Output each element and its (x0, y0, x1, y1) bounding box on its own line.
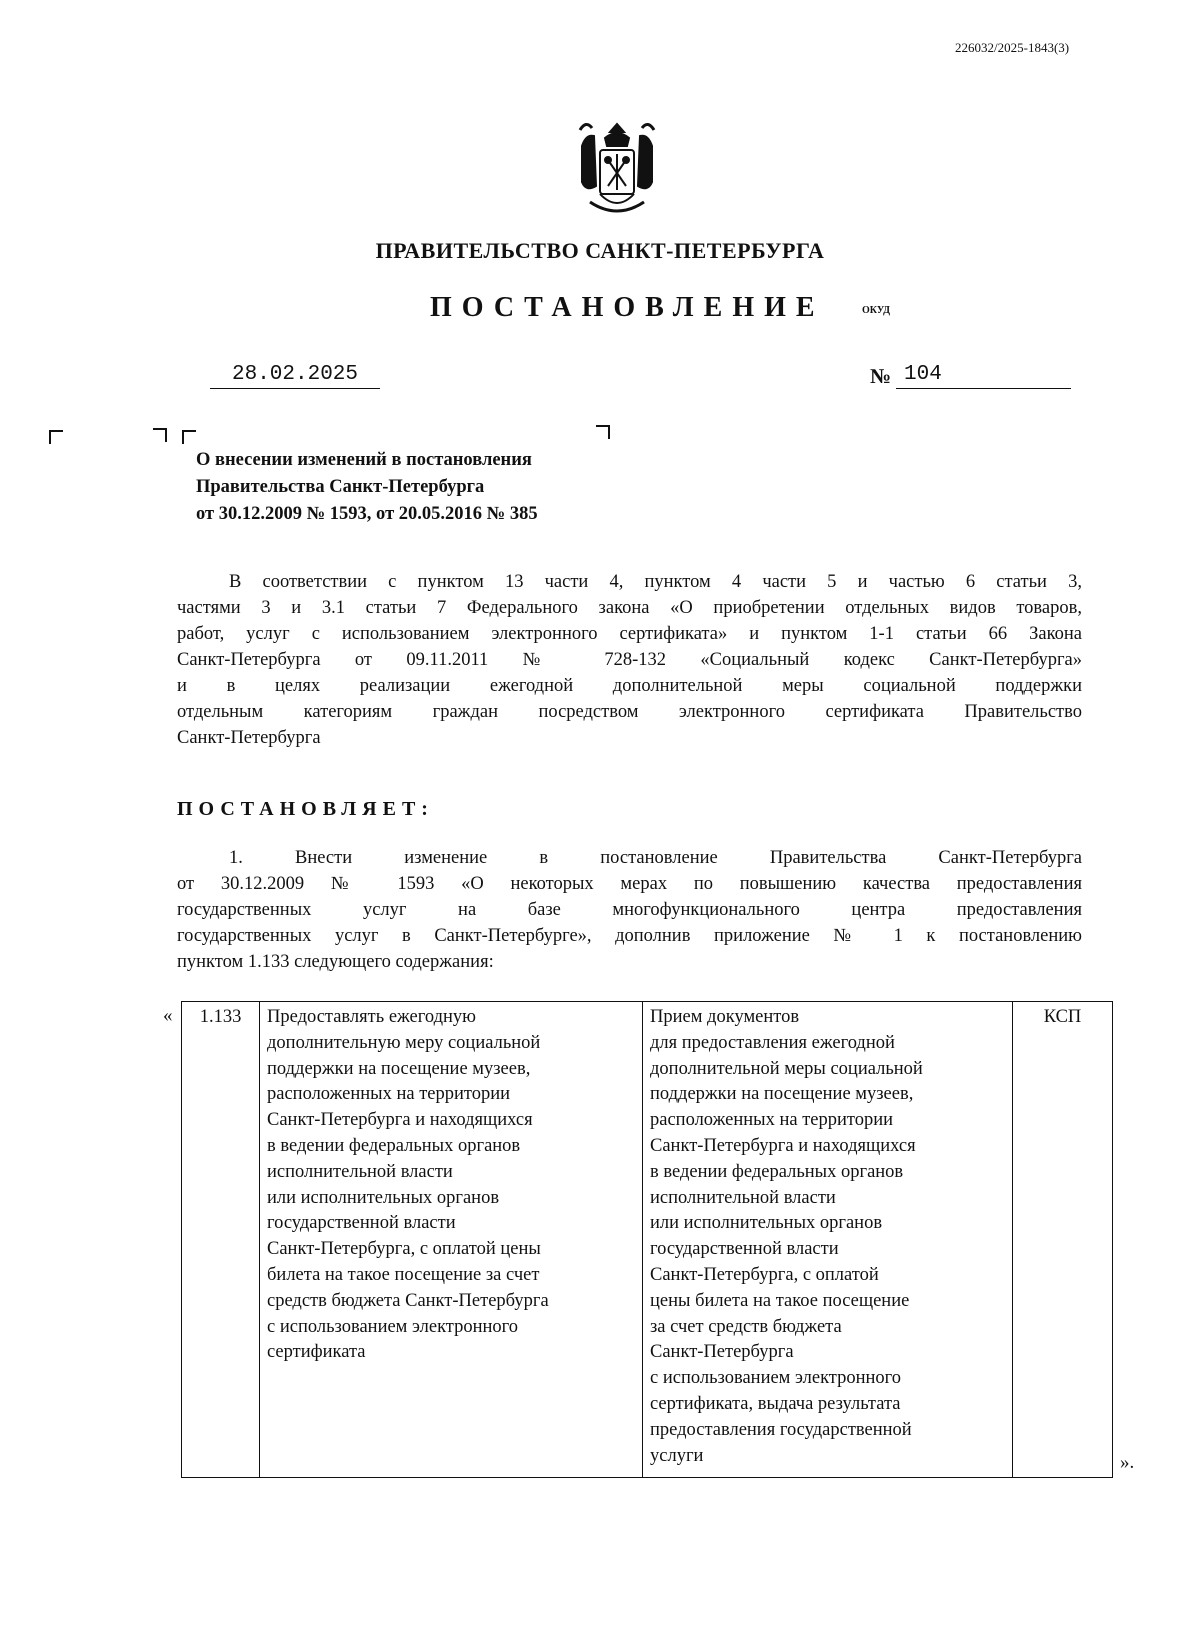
cell-line: с использованием электронного (650, 1368, 902, 1389)
document-id: 226032/2025-1843(3) (955, 40, 1070, 55)
cell-line: государственной власти (650, 1239, 839, 1260)
corner-mark-subject-right (596, 425, 610, 439)
cell-line: услуги (650, 1445, 704, 1466)
preamble-line: частями 3 и 3.1 статьи 7 Федерального закона «О приобретении отдельных видов товаров, (177, 598, 1082, 618)
table-close-quote: ». (1120, 1452, 1135, 1473)
document-date: 28.02.2025 (210, 363, 380, 389)
table-open-quote: « (163, 1005, 173, 1026)
agency-cell: КСП (1013, 1002, 1113, 1478)
number-label: № (870, 364, 892, 388)
cell-line: исполнительной власти (650, 1187, 836, 1208)
cell-line: сертификата (267, 1342, 366, 1363)
corner-mark-left (49, 430, 63, 444)
cell-line: Прием документов (650, 1007, 800, 1027)
document-subject (196, 447, 636, 528)
item-1-line: от 30.12.2009 № 1593 «О некоторых мерах по повышению качества предоставления (177, 874, 1082, 894)
subject-line: Правительства Санкт-Петербурга (196, 477, 485, 497)
table-row (182, 1002, 1113, 1478)
cell-line: дополнительной меры социальной (650, 1058, 923, 1079)
item-1-line: государственных услуг на базе многофункционального центра предоставления (177, 900, 1082, 920)
document-number: 104 (896, 363, 1071, 389)
cell-line: билета на такое посещение за счет (267, 1264, 540, 1285)
cell-line: с использованием электронного (267, 1316, 519, 1337)
document-type-title: ПОСТАНОВЛЕНИЕ (430, 292, 825, 323)
preamble-line: В соответствии с пунктом 13 части 4, пунктом 4 части 5 и частью 6 статьи 3, (229, 572, 1082, 592)
item-1-line: пунктом 1.133 следующего содержания: (177, 952, 494, 972)
cell-line: поддержки на посещение музеев, (650, 1084, 914, 1105)
preamble-line: отдельным категориям граждан посредством электронного сертификата Правительство (177, 702, 1082, 722)
cell-line: Санкт-Петербурга и находящихся (267, 1110, 533, 1131)
cell-line: предоставления государственной (650, 1419, 912, 1440)
preamble-line: и в целях реализации ежегодной дополнительной меры социальной поддержки (177, 676, 1082, 696)
preamble-line: Санкт-Петербурга от 09.11.2011 № 728-132 «Социальный кодекс Санкт-Петербурга» (177, 650, 1082, 670)
cell-line: Санкт-Петербурга и находящихся (650, 1135, 916, 1156)
cell-line: Санкт-Петербурга, с оплатой цены (267, 1239, 541, 1260)
subject-line: О внесении изменений в постановления (196, 450, 532, 470)
cell-line: сертификата, выдача результата (650, 1393, 901, 1414)
decree-word: ПОСТАНОВЛЯЕТ: (177, 798, 434, 820)
okud-label: ОКУД (862, 305, 891, 316)
cell-line: государственной власти (267, 1213, 456, 1234)
item-1-line: 1. Внести изменение в постановление Правительства Санкт-Петербурга (229, 848, 1082, 868)
cell-line: исполнительной власти (267, 1161, 453, 1182)
cell-line: поддержки на посещение музеев, (267, 1058, 531, 1079)
cell-line: Санкт-Петербурга (650, 1342, 794, 1363)
item-number-cell: 1.133 (182, 1002, 260, 1478)
inserted-item-table (181, 1001, 1113, 1478)
cell-line: в ведении федеральных органов (650, 1161, 904, 1182)
action-description-cell (643, 1002, 1013, 1478)
subject-line: от 30.12.2009 № 1593, от 20.05.2016 № 385 (196, 504, 538, 524)
cell-line: для предоставления ежегодной (650, 1032, 895, 1053)
preamble-line: Санкт-Петербурга (177, 728, 321, 748)
cell-line: Санкт-Петербурга, с оплатой (650, 1264, 879, 1285)
cell-line: за счет средств бюджета (650, 1316, 842, 1337)
cell-line: расположенных на территории (267, 1084, 511, 1105)
service-description-cell (260, 1002, 643, 1478)
item-1-paragraph (177, 845, 1082, 975)
item-1-line: государственных услуг в Санкт-Петербурге», дополнив приложение № 1 к постановлению (177, 926, 1082, 946)
cell-line: расположенных на территории (650, 1110, 894, 1131)
cell-line: Предоставлять ежегодную (267, 1007, 477, 1027)
preamble-paragraph (177, 569, 1082, 751)
coat-of-arms-emblem (572, 116, 662, 222)
cell-line: или исполнительных органов (650, 1213, 883, 1234)
cell-line: цены билета на такое посещение (650, 1290, 910, 1311)
organization-name: ПРАВИТЕЛЬСТВО САНКТ-ПЕТЕРБУРГА (375, 238, 825, 263)
preamble-line: работ, услуг с использованием электронного сертификата» и пунктом 1-1 статьи 66 Закона (177, 624, 1082, 644)
corner-mark-subject-left-inner (182, 430, 196, 444)
corner-mark-subject-left-outer (153, 428, 167, 442)
cell-line: в ведении федеральных органов (267, 1135, 521, 1156)
cell-line: дополнительную меру социальной (267, 1032, 541, 1053)
cell-line: или исполнительных органов (267, 1187, 500, 1208)
cell-line: средств бюджета Санкт-Петербурга (267, 1290, 549, 1311)
